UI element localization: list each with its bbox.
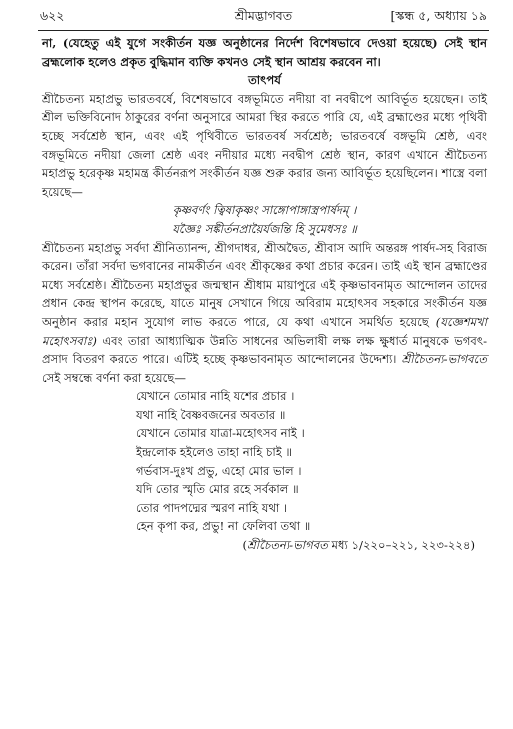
bengali-verse-line: তোর পাদপদ্মের স্মরণ নাহি যথা । <box>136 500 288 515</box>
translation-text: না, (যেহেতু এই যুগে সংকীর্তন যজ্ঞ অনুষ্ঠানের নির্দেশ বিশেষভাবে দেওয়া হয়েছে) সেই স্থান ব্রহ্মলোক হলেও প্রকৃত বুদ্ধিমান ব্যক্তি কখনও সেই স্থান আশ্রয় করবেন না। <box>42 36 487 69</box>
chapter-reference: [স্কন্ধ ৫, অধ্যায় ১৯ <box>390 8 487 23</box>
bengali-verse <box>136 387 487 536</box>
header-rule <box>38 30 489 31</box>
sanskrit-verse-line: যজ্ঞৈঃ সঙ্কীর্তনপ্রায়ৈর্যজন্তি হি সুমেধসঃ ॥ <box>172 221 357 236</box>
purport-p2-part-b: এবং তারা আধ্যাত্মিক উন্নতি সাধনের অভিলাষী লক্ষ লক্ষ ক্ষুধার্ত মানুষকে ভগবৎ-প্রসাদ বিতরণ করতে পারে। এটিই হচ্ছে কৃষ্ণভাবনামৃত আন্দোলনের উদ্দেশ্য। <box>42 333 487 367</box>
sanskrit-verse-line: কৃষ্ণবর্ণং ত্বিষাকৃষ্ণং সাঙ্গোপাঙ্গাস্ত্রপার্ষদম্ । <box>172 203 357 218</box>
purport-paragraph-2 <box>42 239 487 388</box>
bengali-verse-line: যেখানে তোমার যাত্রা-মহোৎসব নাই । <box>136 426 305 441</box>
page-header <box>40 6 487 26</box>
purport-p2-source: শ্রীচৈতন্য-ভাগবতে <box>401 352 487 367</box>
sanskrit-verse <box>42 201 487 238</box>
bengali-verse-line: হেন কৃপা কর, প্রভু! না ফেলিবা তথা ॥ <box>136 519 311 534</box>
citation-open: ( <box>242 538 248 553</box>
book-title: শ্রীমদ্ভাগবত <box>234 8 293 23</box>
purport-heading: তাৎপর্য <box>248 73 281 88</box>
bengali-verse-line: গর্ভবাস-দুঃখ প্রভু, এহো মোর ভাল । <box>136 463 302 478</box>
page-number: ৬২২ <box>40 8 65 23</box>
citation-reference: মধ্য ১/২২০–২২১, ২২৩-২২৪) <box>327 538 475 553</box>
bengali-verse-line: যথা নাহি বৈষ্ণবজনের অবতার ॥ <box>136 407 286 422</box>
purport-p2-italic: (যজ্ঞেশমখা মহোৎসবাঃ) <box>42 314 488 348</box>
verse-citation <box>42 536 487 555</box>
bengali-verse-line: ইন্দ্রলোক হইলেও তাহা নাহি চাই ॥ <box>136 445 292 460</box>
bengali-verse-line: যেখানে তোমার নাহি যশের প্রচার । <box>136 389 295 404</box>
page-body <box>42 34 487 721</box>
purport-p2-part-a: শ্রীচৈতন্য মহাপ্রভু সর্বদা শ্রীনিত্যানন্দ, শ্রীগদাধর, শ্রীঅদ্বৈত, শ্রীবাস আদি অন্তরঙ্গ পার্ষদ-সহ বিরাজ করেন। তাঁরা সর্বদা ভগবানের নামকীর্তন এবং শ্রীকৃষ্ণের কথা প্রচার করেন। তাই এই স্থান ব্রহ্মাণ্ডের মধ্যে সর্বশ্রেষ্ঠ। শ্রীচৈতন্য মহাপ্রভুর জন্মস্থান শ্রীধাম মায়াপুরে এই কৃষ্ণভাবনামৃত আন্দোলন তাদের প্রধান কেন্দ্র স্থাপন করেছে, যাতে মানুষ সেখানে গিয়ে অবিরাম মহোৎসব সহকারে সংকীর্তন যজ্ঞ অনুষ্ঠান করার মহান সুযোগ লাভ করতে পারে, যে কথা এখানে সমর্থিত হয়েছে <box>42 240 487 329</box>
citation-source: শ্রীচৈতন্য-ভাগবত <box>247 538 328 553</box>
purport-paragraph-1: শ্রীচৈতন্য মহাপ্রভু ভারতবর্ষে, বিশেষভাবে বঙ্গভূমিতে নদীয়া বা নবদ্বীপে আবির্ভূত হয়েছেন। তাই শ্রীল ভক্তিবিনোদ ঠাকুরের বর্ণনা অনুসারে আমরা স্থির করতে পারি যে, এই ব্রহ্মাণ্ডের মধ্যে পৃথিবী হচ্ছে সর্বশ্রেষ্ঠ স্থান, এবং এই পৃথিবীতে ভারতবর্ষ সর্বশ্রেষ্ঠ; ভারতবর্ষে বঙ্গভূমি শ্রেষ্ঠ, এবং বঙ্গভূমিতে নদীয়া জেলা শ্রেষ্ঠ এবং নদীয়ার মধ্যে নবদ্বীপ শ্রেষ্ঠ স্থান, কারণ এখানে শ্রীচৈতন্য মহাপ্রভু হরেকৃষ্ণ মহামন্ত্র কীর্তনরূপ সংকীর্তন যজ্ঞ শুরু করার জন্য আবির্ভূত হয়েছিলেন। শাস্ত্রে বলা হয়েছে— <box>42 91 487 199</box>
purport-p2-part-c: সেই সম্বন্ধে বর্ণনা করা হয়েছে— <box>42 370 186 385</box>
bengali-verse-line: যদি তোর স্মৃতি মোর রহে সর্বকাল ॥ <box>136 482 299 497</box>
